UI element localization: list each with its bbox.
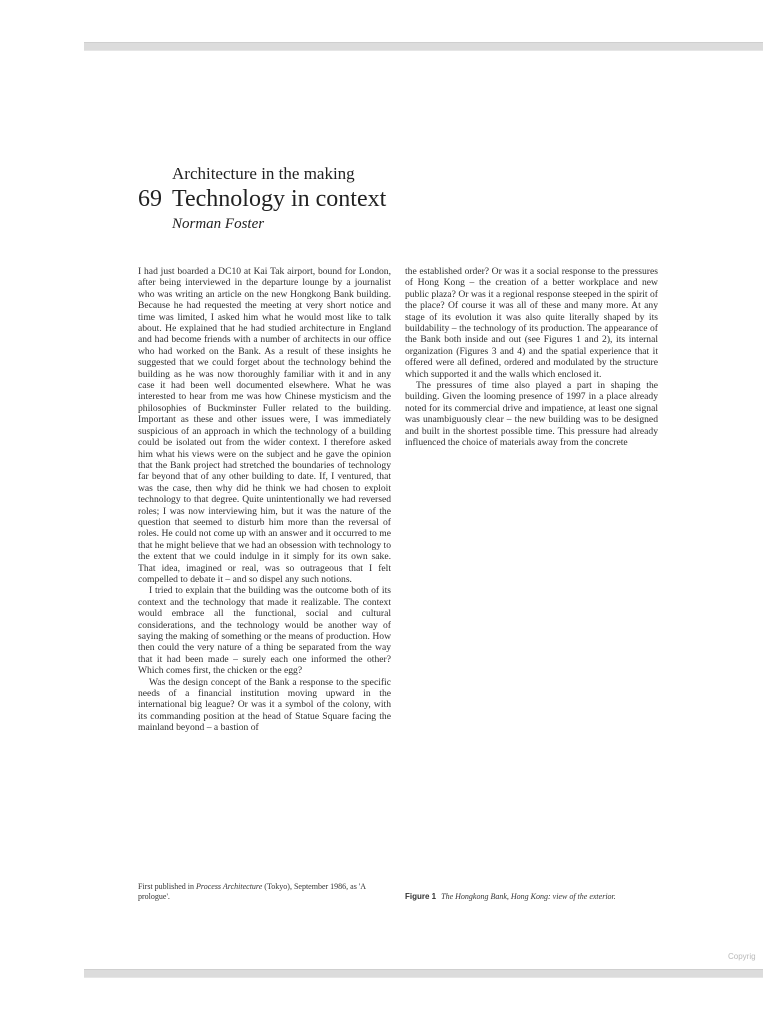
top-page-border <box>84 42 763 51</box>
text-column-right <box>405 266 658 449</box>
text-column-left <box>138 266 391 734</box>
figure-label: Figure 1 <box>405 892 437 901</box>
chapter-number: 69 <box>138 186 162 212</box>
paragraph: I tried to explain that the building was the outcome both of its context and the technology that made it realizable. The context would embrace all the functional, social and cultural considerations, and the technology would be another way of saying the making of something or the means of production. How then could the very nature of a thing be separated from the way that it had been made – surely each one informed the other? Which comes first, the chicken or the egg? <box>138 585 391 677</box>
figure-caption-text: The Hongkong Bank, Hong Kong: view of the exterior. <box>441 892 616 901</box>
footnote-source: Process Architecture <box>196 882 263 891</box>
paragraph: I had just boarded a DC10 at Kai Tak airport, bound for London, after being interviewed in the departure lounge by a journalist who was writing an article on the new Hongkong Bank building. Because he had requested the meeting at very short notice and time was limited, I asked him what he would most like to talk about. He explained that he had studied architecture in England and had become friends with a number of architects in our office who had worked on the Bank. As a result of these insights he suggested that we could forget about the technology behind the building as he was now thoroughly familiar with it and in any case it had been well documented elsewhere. What he was interested to hear from me was how Chinese mysticism and the philosophies of Buckminster Fuller related to the building. Important as these and other issues were, I was immediately suspicious of an approach in which the technology of a building could be isolated out from the wider context. I therefore asked him what his views were on the subject and he gave the opinion that the Bank project had stretched the boundaries of technology far beyond that of any other building to date. If, I ventured, that was the case, then why did he think we had chosen to exploit technology to that degree. Quite unintentionally we had reversed roles; I was now interviewing him, but it was the nature of the question that seemed to disturb him more than the reversal of roles. He could not come up with an answer and it occurred to me that he might believe that we had an obsession with technology to the extent that we could indulge in it simply for its own sake. That idea, imagined or real, was so outrageous that I felt compelled to debate it – and so dispel any such notions. <box>138 266 391 585</box>
series-title: Architecture in the making <box>172 164 355 183</box>
paragraph: The pressures of time also played a part in shaping the building. Given the looming presence of 1997 in a place already noted for its commercial drive and impatience, at least one signal was unambiguously clear – the new building was to be designed and built in the shortest possible time. This pressure had already influenced the choice of materials away from the concrete <box>405 380 658 449</box>
figure-caption <box>405 892 665 902</box>
paragraph: the established order? Or was it a social response to the pressures of Hong Kong – the creation of a better workplace and new public plaza? Or was it a regional response steeped in the spirit of the place? Of course it was all of these and many more. At any stage of its evolution it was also quite literally shaped by its buildability – the technology of its production. The appearance of the Bank both inside and out (see Figures 1 and 2), its internal organization (Figures 3 and 4) and the spatial experience that it offered were all defined, ordered and modulated by the structure which supported it and the walls which enclosed it. <box>405 266 658 380</box>
chapter-title: Technology in context <box>172 186 387 212</box>
paragraph: Was the design concept of the Bank a response to the specific needs of a financial institution moving upward in the international big league? Or was it a symbol of the colony, with its commanding position at the head of Statue Square facing the mainland beyond – a bastion of <box>138 676 391 734</box>
bottom-page-border <box>84 969 763 978</box>
publication-footnote <box>138 882 391 902</box>
copyright-watermark: Copyrig <box>728 952 756 961</box>
author-name: Norman Foster <box>172 216 265 232</box>
footnote-suffix: (Tokyo), September 1986, as 'A prologue'. <box>138 882 366 901</box>
footnote-prefix: First published in <box>138 882 197 891</box>
